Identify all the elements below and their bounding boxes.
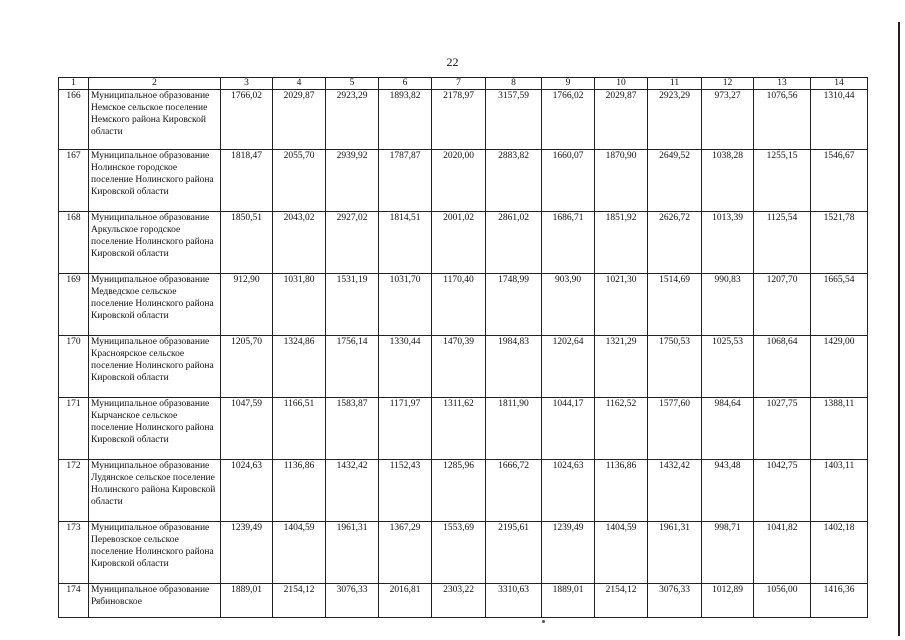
value-cell: 1432,42 [648,460,702,522]
table-header-row [59,78,868,90]
value-cell: 1870,90 [595,150,648,212]
value-cell: 1076,56 [754,90,811,150]
value-cell: 1171,97 [379,398,432,460]
value-cell: 1068,64 [754,336,811,398]
value-cell: 1038,28 [702,150,754,212]
value-cell: 1041,82 [754,522,811,584]
value-cell: 1042,75 [754,460,811,522]
value-cell: 1660,07 [542,150,595,212]
value-cell: 1136,86 [273,460,326,522]
value-cell: 1470,39 [432,336,486,398]
value-cell: 1403,11 [811,460,868,522]
value-cell: 943,48 [702,460,754,522]
municipality-name: Муниципальное образование Перевозское сельское поселение Нолинского района Кировской области [89,522,221,584]
column-header: 14 [811,78,868,90]
value-cell: 1889,01 [542,584,595,618]
value-cell: 1125,54 [754,212,811,274]
value-cell: 1170,40 [432,274,486,336]
value-cell: 1432,42 [326,460,379,522]
value-cell: 2001,02 [432,212,486,274]
value-cell: 1136,86 [595,460,648,522]
column-header: 12 [702,78,754,90]
value-cell: 1162,52 [595,398,648,460]
row-number: 166 [59,90,89,150]
table-row [59,398,868,460]
value-cell: 1285,96 [432,460,486,522]
value-cell: 1056,00 [754,584,811,618]
column-header: 13 [754,78,811,90]
value-cell: 1748,99 [486,274,542,336]
value-cell: 1239,49 [542,522,595,584]
value-cell: 1750,53 [648,336,702,398]
value-cell: 1577,60 [648,398,702,460]
value-cell: 1429,00 [811,336,868,398]
value-cell: 1756,14 [326,336,379,398]
value-cell: 1404,59 [273,522,326,584]
value-cell: 1031,80 [273,274,326,336]
value-cell: 1811,90 [486,398,542,460]
value-cell: 1202,64 [542,336,595,398]
value-cell: 1047,59 [221,398,273,460]
value-cell: 1787,87 [379,150,432,212]
value-cell: 2029,87 [595,90,648,150]
value-cell: 998,71 [702,522,754,584]
value-cell: 1330,44 [379,336,432,398]
value-cell: 1021,30 [595,274,648,336]
value-cell: 2923,29 [648,90,702,150]
value-cell: 1416,36 [811,584,868,618]
column-header: 4 [273,78,326,90]
value-cell: 1166,51 [273,398,326,460]
value-cell: 3076,33 [326,584,379,618]
table-body [59,90,868,618]
value-cell: 1310,44 [811,90,868,150]
value-cell: 2939,92 [326,150,379,212]
tariff-table [58,77,868,618]
value-cell: 2055,70 [273,150,326,212]
value-cell: 1239,49 [221,522,273,584]
row-number: 169 [59,274,89,336]
page-number: 22 [446,55,459,69]
value-cell: 3157,59 [486,90,542,150]
table-row [59,460,868,522]
municipality-name: Муниципальное образование Красноярское сельское поселение Нолинского района Кировской области [89,336,221,398]
page-edge-rule [898,22,900,636]
column-header: 11 [648,78,702,90]
value-cell: 1311,62 [432,398,486,460]
value-cell: 1324,86 [273,336,326,398]
column-header: 6 [379,78,432,90]
value-cell: 2154,12 [273,584,326,618]
value-cell: 1686,71 [542,212,595,274]
value-cell: 2649,52 [648,150,702,212]
table-row [59,274,868,336]
value-cell: 1152,43 [379,460,432,522]
value-cell: 2029,87 [273,90,326,150]
value-cell: 1666,72 [486,460,542,522]
table-row [59,212,868,274]
value-cell: 1665,54 [811,274,868,336]
table-row [59,150,868,212]
value-cell: 1531,19 [326,274,379,336]
value-cell: 2020,00 [432,150,486,212]
row-number: 171 [59,398,89,460]
value-cell: 3076,33 [648,584,702,618]
value-cell: 1961,31 [326,522,379,584]
municipality-name: Муниципальное образование Аркульское городское поселение Нолинского района Кировской области [89,212,221,274]
column-header: 3 [221,78,273,90]
value-cell: 2195,61 [486,522,542,584]
value-cell: 1889,01 [221,584,273,618]
column-header: 5 [326,78,379,90]
value-cell: 1024,63 [221,460,273,522]
value-cell: 2927,02 [326,212,379,274]
value-cell: 1027,75 [754,398,811,460]
value-cell: 1766,02 [542,90,595,150]
value-cell: 1025,53 [702,336,754,398]
row-number: 167 [59,150,89,212]
table-row [59,336,868,398]
value-cell: 1583,87 [326,398,379,460]
table-row [59,90,868,150]
value-cell: 2178,97 [432,90,486,150]
value-cell: 1402,18 [811,522,868,584]
row-number: 172 [59,460,89,522]
value-cell: 1893,82 [379,90,432,150]
scan-speck [542,620,545,623]
value-cell: 1814,51 [379,212,432,274]
table-row [59,522,868,584]
value-cell: 990,83 [702,274,754,336]
value-cell: 2883,82 [486,150,542,212]
value-cell: 2154,12 [595,584,648,618]
value-cell: 1404,59 [595,522,648,584]
value-cell: 984,64 [702,398,754,460]
value-cell: 1013,39 [702,212,754,274]
value-cell: 1024,63 [542,460,595,522]
row-number: 173 [59,522,89,584]
value-cell: 1514,69 [648,274,702,336]
value-cell: 1546,67 [811,150,868,212]
column-header: 7 [432,78,486,90]
value-cell: 2016,81 [379,584,432,618]
column-header: 2 [89,78,221,90]
value-cell: 1521,78 [811,212,868,274]
row-number: 168 [59,212,89,274]
value-cell: 1367,29 [379,522,432,584]
value-cell: 1388,11 [811,398,868,460]
value-cell: 1207,70 [754,274,811,336]
value-cell: 1766,02 [221,90,273,150]
value-cell: 903,90 [542,274,595,336]
column-header: 10 [595,78,648,90]
value-cell: 1818,47 [221,150,273,212]
column-header: 1 [59,78,89,90]
value-cell: 1012,89 [702,584,754,618]
value-cell: 1553,69 [432,522,486,584]
value-cell: 1961,31 [648,522,702,584]
value-cell: 2626,72 [648,212,702,274]
value-cell: 2923,29 [326,90,379,150]
value-cell: 912,90 [221,274,273,336]
value-cell: 1321,29 [595,336,648,398]
value-cell: 1851,92 [595,212,648,274]
value-cell: 3310,63 [486,584,542,618]
value-cell: 2043,02 [273,212,326,274]
municipality-name: Муниципальное образование Медведское сельское поселение Нолинского района Кировской области [89,274,221,336]
value-cell: 2861,02 [486,212,542,274]
municipality-name: Муниципальное образование Нолинское городское поселение Нолинского района Кировской области [89,150,221,212]
column-header: 8 [486,78,542,90]
municipality-name: Муниципальное образование Немское сельское поселение Немского района Кировской области [89,90,221,150]
value-cell: 1850,51 [221,212,273,274]
value-cell: 2303,22 [432,584,486,618]
row-number: 170 [59,336,89,398]
column-header: 9 [542,78,595,90]
value-cell: 1044,17 [542,398,595,460]
value-cell: 1031,70 [379,274,432,336]
municipality-name: Муниципальное образование Кырчанское сельское поселение Нолинского района Кировской области [89,398,221,460]
value-cell: 973,27 [702,90,754,150]
value-cell: 1255,15 [754,150,811,212]
value-cell: 1984,83 [486,336,542,398]
table-row [59,584,868,618]
value-cell: 1205,70 [221,336,273,398]
municipality-name: Муниципальное образование Рябиновское [89,584,221,618]
municipality-name: Муниципальное образование Лудянское сельское поселение Нолинского района Кировской области [89,460,221,522]
row-number: 174 [59,584,89,618]
